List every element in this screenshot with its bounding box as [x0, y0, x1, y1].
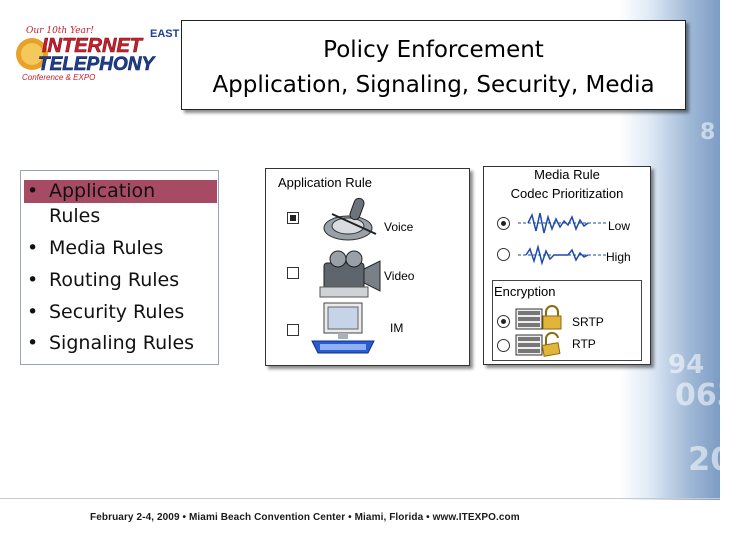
srtp-label: SRTP	[572, 315, 604, 329]
waveform-icon	[518, 243, 608, 267]
list-item-signaling-rules[interactable]	[27, 332, 194, 354]
codec-high-label: High	[606, 250, 631, 264]
list-item-application-rules[interactable]	[27, 180, 155, 202]
bullet-dot: •	[27, 180, 39, 202]
logo-tagline: Our 10th Year!	[26, 26, 94, 36]
logo-internet: INTERNET	[42, 35, 142, 57]
list-item-label: Application	[49, 180, 156, 202]
page-title: Policy Enforcement	[323, 37, 544, 63]
rtp-radio[interactable]	[497, 339, 510, 352]
background-digits: 20	[688, 440, 733, 478]
bullet-dot: •	[27, 269, 39, 291]
codec-high-radio[interactable]	[497, 248, 510, 261]
video-camera-icon	[318, 249, 384, 299]
title-box	[181, 20, 686, 110]
media-rule-title: Media Rule	[534, 167, 600, 182]
bullet-dot: •	[27, 237, 39, 259]
list-item-routing-rules[interactable]	[27, 269, 179, 291]
media-rule-panel	[483, 166, 651, 365]
list-item-label: Security Rules	[49, 301, 185, 323]
computer-icon	[308, 301, 378, 355]
srtp-radio[interactable]	[497, 315, 510, 328]
microphone-icon	[318, 194, 386, 242]
voice-checkbox[interactable]	[287, 212, 299, 224]
footer-text: February 2-4, 2009 • Miami Beach Convention Center • Miami, Florida • www.ITEXPO.com	[90, 512, 520, 523]
video-checkbox[interactable]	[287, 267, 299, 279]
page-subtitle: Application, Signaling, Security, Media	[212, 72, 655, 98]
codec-low-radio[interactable]	[497, 217, 510, 230]
padlock-open-icon	[514, 331, 570, 357]
footer-divider	[0, 498, 720, 499]
application-rule-title: Application Rule	[278, 175, 372, 190]
background-digits: 8	[700, 120, 716, 145]
list-item-label: Signaling Rules	[49, 332, 195, 354]
bullet-dot: •	[27, 332, 39, 354]
encryption-title: Encryption	[494, 284, 556, 299]
itexpo-logo	[8, 18, 184, 82]
logo-conference: Conference & EXPO	[22, 73, 96, 82]
rules-list-panel	[20, 170, 219, 365]
list-item-media-rules[interactable]	[27, 237, 163, 259]
list-item-label: Media Rules	[49, 237, 164, 259]
list-item-label-continued: Rules	[49, 205, 101, 227]
application-rule-panel	[265, 168, 470, 366]
waveform-icon	[518, 211, 608, 235]
bullet-dot: •	[27, 301, 39, 323]
im-checkbox[interactable]	[287, 324, 299, 336]
video-label: Video	[384, 269, 415, 283]
list-item-security-rules[interactable]	[27, 301, 184, 323]
voice-label: Voice	[384, 220, 414, 234]
im-label: IM	[390, 321, 404, 335]
background-digits: 94	[668, 350, 705, 380]
background-digits: 063	[675, 378, 738, 413]
codec-prioritization-title: Codec Prioritization	[510, 186, 624, 201]
list-item-label: Routing Rules	[49, 269, 180, 291]
rtp-label: RTP	[572, 337, 596, 351]
logo-region: EAST	[150, 28, 180, 40]
padlock-locked-icon	[514, 305, 570, 331]
codec-low-label: Low	[608, 219, 631, 233]
logo-telephony: TELEPHONY	[38, 54, 155, 75]
